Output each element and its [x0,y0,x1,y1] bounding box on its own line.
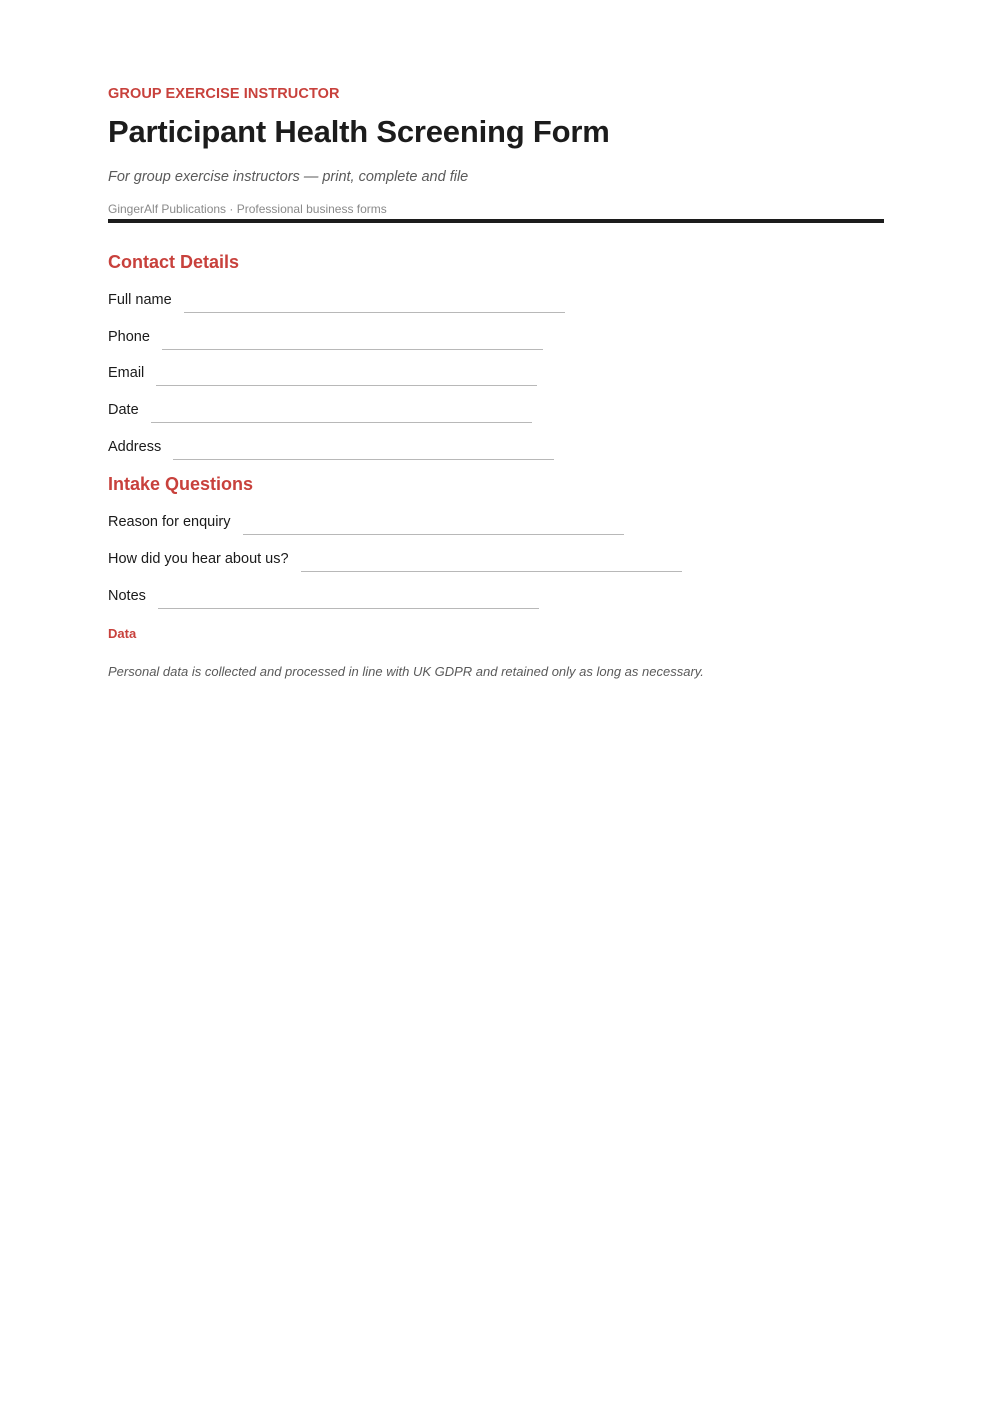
field-label: How did you hear about us? [108,551,289,567]
field-email [108,364,537,382]
field-date [108,401,532,419]
header-divider [108,219,884,223]
publisher-line: GingerAlf Publications · Professional business forms [108,202,387,216]
data-notice-heading: Data [108,626,137,641]
field-address [108,438,554,456]
data-notice-text: Personal data is collected and processed in line with UK GDPR and retained only as long as necessary. [108,664,704,679]
address-input-line[interactable] [173,459,554,460]
section-heading-intake-questions: Intake Questions [108,474,254,494]
field-reason-for-enquiry [108,513,624,531]
referral-input-line[interactable] [301,571,682,572]
field-how-did-you-hear [108,550,682,568]
section-heading-contact-details: Contact Details [108,252,240,272]
reason-input-line[interactable] [243,534,624,535]
phone-input-line[interactable] [162,349,543,350]
field-label: Address [108,439,162,455]
field-label: Full name [108,292,172,308]
field-phone [108,328,543,346]
field-label: Date [108,402,139,418]
page-title: Participant Health Screening Form [108,114,610,149]
notes-input-line[interactable] [158,608,539,609]
full-name-input-line[interactable] [184,312,565,313]
field-notes [108,587,539,605]
field-full-name [108,291,565,309]
field-label: Reason for enquiry [108,514,231,530]
date-input-line[interactable] [151,422,532,423]
page-subtitle: For group exercise instructors — print, complete and file [108,169,469,185]
field-label: Notes [108,588,146,604]
form-category: GROUP EXERCISE INSTRUCTOR [108,86,340,102]
field-label: Phone [108,329,150,345]
field-label: Email [108,365,145,381]
email-input-line[interactable] [156,385,537,386]
